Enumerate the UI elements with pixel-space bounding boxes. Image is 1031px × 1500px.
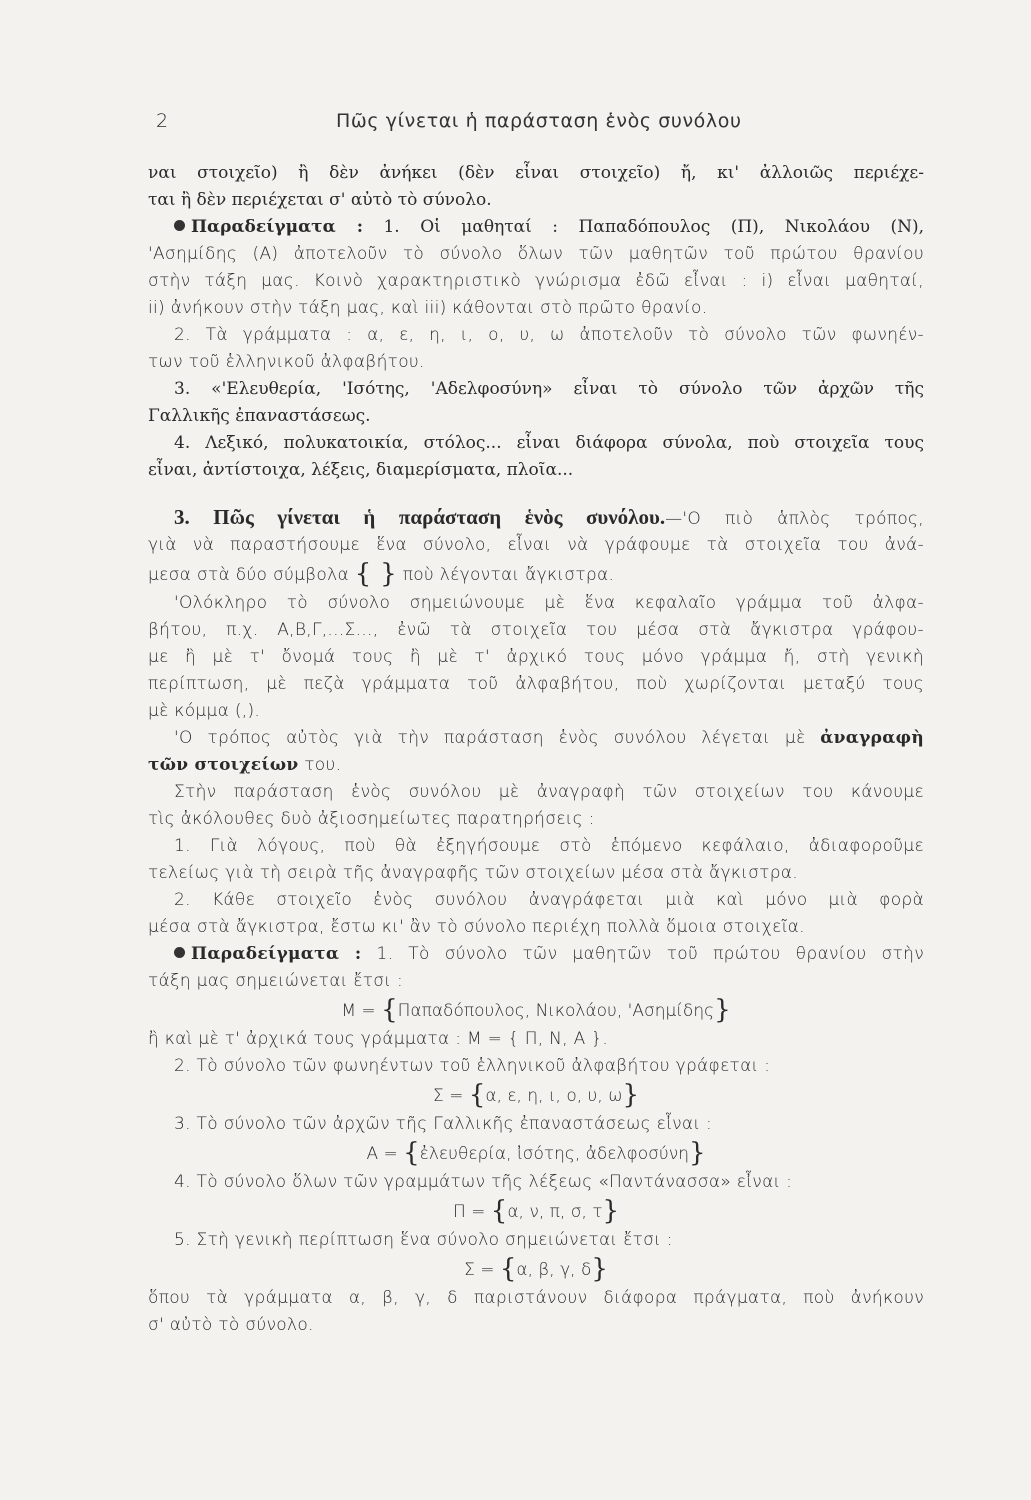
text-line: 2. Κάθε στοιχεῖο ἑνὸς συνόλου ἀναγράφεται μιὰ καὶ μόνο μιὰ φορὰ xyxy=(174,890,924,910)
right-brace: } xyxy=(591,1254,608,1284)
text-line: 'Ασημίδης (Α) ἀποτελοῦν τὸ σύνολο ὅλων τῶν μαθητῶν τοῦ πρώτου θρανίου xyxy=(148,244,924,264)
text-line: γιὰ νὰ παραστήσουμε ἕνα σύνολο, εἶναι νὰ γράφουμε τὰ στοιχεῖα του ἀνά- xyxy=(148,535,924,555)
inline-formula: Μ = { Π, Ν, Α }. xyxy=(466,1029,609,1049)
section-gap xyxy=(148,484,924,502)
text-line: σ' αὐτὸ τὸ σύνολο. xyxy=(148,1315,314,1335)
formula-lhs: Π = xyxy=(452,1202,486,1222)
text-line: 4. Τὸ σύνολο ὅλων τῶν γραμμάτων τῆς λέξεως «Παντάνασσα» εἶναι : xyxy=(174,1172,793,1192)
text-span: 1. Οἱ μαθηταί : Παπαδόπουλος (Π), Νικολάου (Ν), xyxy=(383,217,924,237)
examples-heading-line xyxy=(148,214,924,241)
formula-line xyxy=(148,1138,924,1169)
text-line: 'Ολόκληρο τὸ σύνολο σημειώνουμε μὲ ἕνα κεφαλαῖο γράμμα τοῦ ἀλφα- xyxy=(174,593,924,613)
examples-label: Παραδείγματα : xyxy=(191,944,362,964)
formula-lhs: Σ = xyxy=(464,1260,495,1280)
section-heading-line xyxy=(148,502,924,532)
formula-body: α, ν, π, σ, τ xyxy=(507,1202,603,1222)
bold-term: τῶν στοιχείων xyxy=(148,755,299,775)
right-brace: } xyxy=(714,995,731,1025)
text-line: μέσα στὰ ἄγκιστρα, ἔστω κι' ἂν τὸ σύνολο περιέχη πολλὰ ὅμοια στοιχεῖα. xyxy=(148,917,805,937)
formula-line xyxy=(148,995,924,1026)
text-span: —'Ο πιὸ ἁπλὸς τρόπος, xyxy=(665,509,924,529)
text-line: 3. «'Ελευθερία, 'Ισότης, 'Αδελφοσύνη» εἶναι τὸ σύνολο τῶν ἀρχῶν τῆς xyxy=(174,379,924,399)
text-line xyxy=(148,1026,924,1053)
left-brace: { xyxy=(381,995,398,1025)
right-brace: } xyxy=(622,1080,639,1110)
text-line: μὲ κόμμα (,). xyxy=(148,701,261,721)
bullet-icon xyxy=(174,220,185,231)
text-line: 5. Στὴ γενικὴ περίπτωση ἕνα σύνολο σημειώνεται ἔτσι : xyxy=(174,1230,673,1250)
right-brace: } xyxy=(602,1196,620,1226)
formula-lhs: Α = xyxy=(366,1144,398,1164)
text-line xyxy=(148,752,924,779)
braces-symbol: { } xyxy=(354,559,397,589)
bullet-icon xyxy=(174,947,185,958)
text-line: Στὴν παράσταση ἑνὸς συνόλου μὲ ἀναγραφὴ τῶν στοιχείων του κάνουμε xyxy=(174,782,924,802)
text-line: Γαλλικῆς ἐπαναστάσεως. xyxy=(148,406,371,426)
text-line: τὶς ἀκόλουθες δυὸ ἀξιοσημείωτες παρατηρήσεις : xyxy=(148,809,595,829)
text-line: 2. Τὰ γράμματα : α, ε, η, ι, ο, υ, ω ἀποτελοῦν τὸ σύνολο τῶν φωνηέν- xyxy=(174,325,924,345)
text-line: ται ἢ δὲν περιέχεται σ' αὐτὸ τὸ σύνολο. xyxy=(148,190,492,210)
text-line: εἶναι, ἀντίστοιχα, λέξεις, διαμερίσματα, πλοῖα... xyxy=(148,460,574,480)
formula-body: ἐλευθερία, ἰσότης, ἀδελφοσύνη xyxy=(419,1144,689,1164)
page-header xyxy=(156,110,916,140)
text-span: 'Ο τρόπος αὐτὸς γιὰ τὴν παράσταση ἑνὸς συνόλου λέγεται μὲ xyxy=(174,728,806,748)
formula-line xyxy=(148,1254,924,1285)
page-number: 2 xyxy=(156,110,169,132)
formula-line xyxy=(148,1196,924,1227)
formula-line xyxy=(148,1080,924,1111)
text-line: ναι στοιχεῖο) ἢ δὲν ἀνήκει (δὲν εἶναι στοιχεῖο) ἤ, κι' ἀλλοιῶς περιέχε- xyxy=(148,163,924,183)
text-span: του. xyxy=(304,755,342,775)
text-span: ἢ καὶ μὲ τ' ἀρχικά τους γράμματα : xyxy=(148,1029,462,1049)
text-line: τάξη μας σημειώνεται ἔτσι : xyxy=(148,971,403,991)
left-brace: { xyxy=(490,1196,508,1226)
examples-label: Παραδείγματα : xyxy=(191,217,363,237)
text-line: ὅπου τὰ γράμματα α, β, γ, δ παριστάνουν διάφορα πράγματα, ποὺ ἀνήκουν xyxy=(148,1288,924,1308)
left-brace: { xyxy=(468,1080,486,1110)
text-line: 1. Γιὰ λόγους, ποὺ θὰ ἐξηγήσουμε στὸ ἑπόμενο κεφάλαιο, ἀδιαφοροῦμε xyxy=(174,836,924,856)
text-line: περίπτωση, μὲ πεζὰ γράμματα τοῦ ἀλφαβήτου, ποὺ χωρίζονται μεταξύ τους xyxy=(148,674,924,694)
formula-lhs: Σ = xyxy=(433,1086,464,1106)
text-line xyxy=(148,725,924,752)
formula-body: α, β, γ, δ xyxy=(516,1260,592,1280)
text-line: των τοῦ ἑλληνικοῦ ἀλφαβήτου. xyxy=(148,352,425,372)
text-span: 1. Τὸ σύνολο τῶν μαθητῶν τοῦ πρώτου θρανίου στὴν xyxy=(376,944,924,964)
text-line: 2. Τὸ σύνολο τῶν φωνηέντων τοῦ ἑλληνικοῦ ἀλφαβήτου γράφεται : xyxy=(174,1056,771,1076)
formula-body: Παπαδόπουλος, Νικολάου, 'Ασημίδης xyxy=(397,1001,715,1021)
text-line: ii) ἀνήκουν στὴν τάξη μας, καὶ iii) κάθονται στὸ πρῶτο θρανίο. xyxy=(148,298,708,318)
text-line: με ἢ μὲ τ' ὄνομά τους ἢ μὲ τ' ἀρχικό τους μόνο γράμμα ἤ, στὴ γενικὴ xyxy=(148,647,924,667)
bold-term: ἀναγραφὴ xyxy=(820,728,924,748)
examples-heading-line xyxy=(148,941,924,968)
text-line xyxy=(148,559,924,590)
text-span: ποὺ λέγονται ἄγκιστρα. xyxy=(402,565,615,585)
text-line: στὴν τάξη μας. Κοινὸ χαρακτηριστικὸ γνώρισμα ἐδῶ εἶναι : i) εἶναι μαθηταί, xyxy=(148,271,924,291)
text-line: τελείως γιὰ τὴ σειρὰ τῆς ἀναγραφῆς τῶν στοιχείων μέσα στὰ ἄγκιστρα. xyxy=(148,863,799,883)
section-title: 3. Πῶς γίνεται ἡ παράσταση ἑνὸς συνόλου. xyxy=(174,505,666,529)
text-line: 4. Λεξικό, πολυκατοικία, στόλος... εἶναι διάφορα σύνολα, ποὺ στοιχεῖα τους xyxy=(174,433,924,453)
formula-lhs: Μ = xyxy=(341,1001,376,1021)
formula-body: α, ε, η, ι, ο, υ, ω xyxy=(485,1086,623,1106)
left-brace: { xyxy=(403,1138,420,1168)
page-body xyxy=(148,160,924,1339)
right-brace: } xyxy=(689,1138,706,1168)
text-line: 3. Τὸ σύνολο τῶν ἀρχῶν τῆς Γαλλικῆς ἐπαναστάσεως εἶναι : xyxy=(174,1114,713,1134)
text-line: βήτου, π.χ. Α,Β,Γ,...Σ..., ἐνῶ τὰ στοιχεῖα του μέσα στὰ ἄγκιστρα γράφου- xyxy=(148,620,924,640)
left-brace: { xyxy=(499,1254,517,1284)
text-span: μεσα στὰ δύο σύμβολα xyxy=(148,565,349,585)
running-title: Πῶς γίνεται ἡ παράσταση ἑνὸς συνόλου xyxy=(336,110,742,132)
